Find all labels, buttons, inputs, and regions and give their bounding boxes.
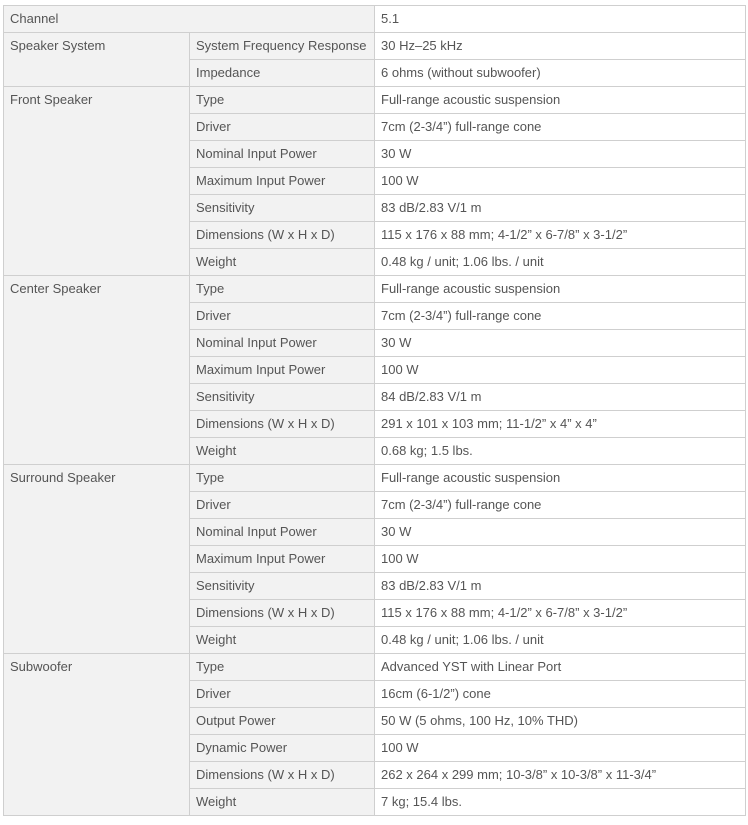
- spec-value: 100 W: [375, 357, 746, 384]
- spec-value: 16cm (6-1/2”) cone: [375, 681, 746, 708]
- table-row: [4, 654, 746, 681]
- spec-value: 83 dB/2.83 V/1 m: [375, 573, 746, 600]
- channel-value: 5.1: [375, 6, 746, 33]
- spec-value: Full-range acoustic suspension: [375, 465, 746, 492]
- spec-value: 30 W: [375, 141, 746, 168]
- spec-label: Weight: [190, 789, 375, 816]
- channel-label: Channel: [4, 6, 375, 33]
- spec-value: 115 x 176 x 88 mm; 4-1/2” x 6-7/8” x 3-1/2”: [375, 600, 746, 627]
- spec-label: Nominal Input Power: [190, 519, 375, 546]
- spec-label: Nominal Input Power: [190, 141, 375, 168]
- spec-value: 30 Hz–25 kHz: [375, 33, 746, 60]
- spec-label: Dimensions (W x H x D): [190, 600, 375, 627]
- spec-label: Driver: [190, 492, 375, 519]
- spec-label: Type: [190, 654, 375, 681]
- spec-value: 100 W: [375, 168, 746, 195]
- category-center-speaker: Center Speaker: [4, 276, 190, 465]
- spec-label: Dimensions (W x H x D): [190, 222, 375, 249]
- specifications-table-body: [4, 6, 746, 816]
- spec-value: 30 W: [375, 519, 746, 546]
- spec-label: Maximum Input Power: [190, 357, 375, 384]
- spec-label: Impedance: [190, 60, 375, 87]
- spec-label: Type: [190, 276, 375, 303]
- spec-label: Type: [190, 465, 375, 492]
- spec-label: Driver: [190, 303, 375, 330]
- spec-label: Dynamic Power: [190, 735, 375, 762]
- spec-label: Weight: [190, 627, 375, 654]
- spec-label: Weight: [190, 438, 375, 465]
- table-row: [4, 87, 746, 114]
- spec-value: 0.48 kg / unit; 1.06 lbs. / unit: [375, 249, 746, 276]
- table-row: [4, 276, 746, 303]
- spec-label: Dimensions (W x H x D): [190, 762, 375, 789]
- category-speaker-system: Speaker System: [4, 33, 190, 87]
- spec-value: 100 W: [375, 735, 746, 762]
- spec-value: 262 x 264 x 299 mm; 10-3/8” x 10-3/8” x 11-3/4”: [375, 762, 746, 789]
- spec-label: Sensitivity: [190, 384, 375, 411]
- table-row: [4, 465, 746, 492]
- spec-label: Sensitivity: [190, 573, 375, 600]
- spec-value: 84 dB/2.83 V/1 m: [375, 384, 746, 411]
- spec-value: 291 x 101 x 103 mm; 11-1/2” x 4” x 4”: [375, 411, 746, 438]
- spec-label: Type: [190, 87, 375, 114]
- spec-label: Sensitivity: [190, 195, 375, 222]
- spec-label: Maximum Input Power: [190, 546, 375, 573]
- spec-value: 7cm (2-3/4”) full-range cone: [375, 492, 746, 519]
- spec-label: Output Power: [190, 708, 375, 735]
- spec-value: 7cm (2-3/4”) full-range cone: [375, 303, 746, 330]
- spec-value: Advanced YST with Linear Port: [375, 654, 746, 681]
- table-row-channel: [4, 6, 746, 33]
- specifications-table: [3, 5, 746, 816]
- spec-value: 7 kg; 15.4 lbs.: [375, 789, 746, 816]
- spec-value: 6 ohms (without subwoofer): [375, 60, 746, 87]
- spec-label: Weight: [190, 249, 375, 276]
- spec-value: 0.68 kg; 1.5 lbs.: [375, 438, 746, 465]
- spec-value: 0.48 kg / unit; 1.06 lbs. / unit: [375, 627, 746, 654]
- category-surround-speaker: Surround Speaker: [4, 465, 190, 654]
- spec-value: 100 W: [375, 546, 746, 573]
- spec-value: 83 dB/2.83 V/1 m: [375, 195, 746, 222]
- spec-label: System Frequency Response: [190, 33, 375, 60]
- spec-value: 7cm (2-3/4”) full-range cone: [375, 114, 746, 141]
- spec-label: Driver: [190, 114, 375, 141]
- category-front-speaker: Front Speaker: [4, 87, 190, 276]
- spec-value: 50 W (5 ohms, 100 Hz, 10% THD): [375, 708, 746, 735]
- spec-value: 30 W: [375, 330, 746, 357]
- table-row: [4, 33, 746, 60]
- spec-value: 115 x 176 x 88 mm; 4-1/2” x 6-7/8” x 3-1/2”: [375, 222, 746, 249]
- spec-value: Full-range acoustic suspension: [375, 87, 746, 114]
- spec-label: Driver: [190, 681, 375, 708]
- spec-value: Full-range acoustic suspension: [375, 276, 746, 303]
- category-subwoofer: Subwoofer: [4, 654, 190, 816]
- spec-label: Dimensions (W x H x D): [190, 411, 375, 438]
- spec-label: Nominal Input Power: [190, 330, 375, 357]
- spec-label: Maximum Input Power: [190, 168, 375, 195]
